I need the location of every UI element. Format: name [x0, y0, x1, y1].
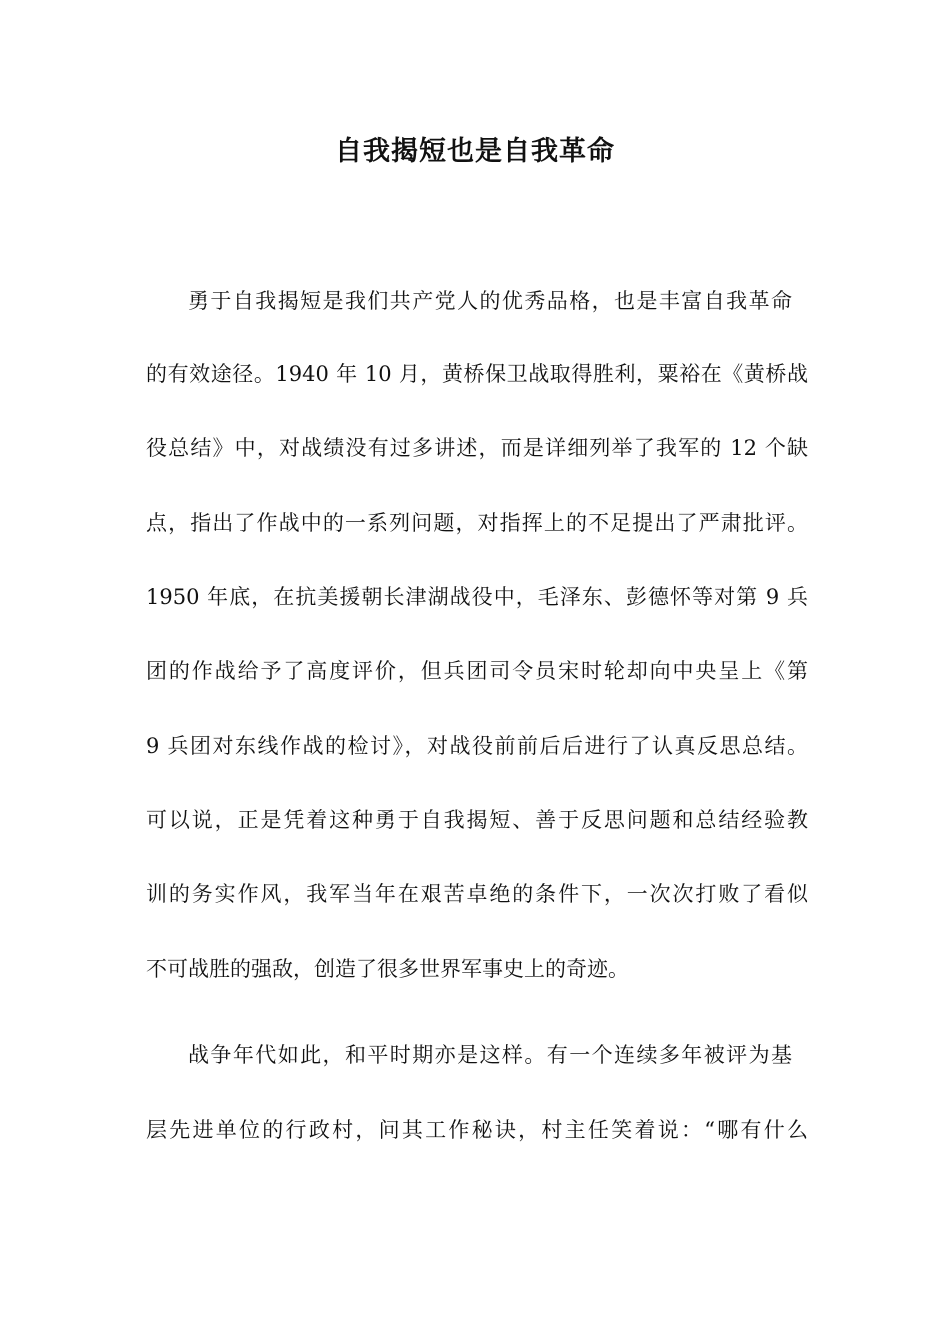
paragraph-1-line-7: 9 兵团对东线作战的检讨》，对战役前前后后进行了认真反思总结。 [146, 734, 808, 758]
paragraph-1-line-5: 1950 年底，在抗美援朝长津湖战役中，毛泽东、彭德怀等对第 9 兵 [146, 585, 808, 609]
paragraph-1-line-8: 可以说，正是凭着这种勇于自我揭短、善于反思问题和总结经验教 [146, 808, 808, 832]
paragraph-1-line-2: 的有效途径。1940 年 10 月，黄桥保卫战取得胜利，粟裕在《黄桥战 [146, 362, 808, 386]
paragraph-1-line-9: 训的务实作风，我军当年在艰苦卓绝的条件下，一次次打败了看似 [146, 882, 808, 906]
paragraph-1-line-4: 点，指出了作战中的一系列问题，对指挥上的不足提出了严肃批评。 [146, 511, 808, 535]
paragraph-2-line-2: 层先进单位的行政村，问其工作秘诀，村主任笑着说：“哪有什么 [146, 1118, 808, 1142]
paragraph-1-line-10: 不可战胜的强敌，创造了很多世界军事史上的奇迹。 [146, 957, 629, 981]
paragraph-1-line-6: 团的作战给予了高度评价，但兵团司令员宋时轮却向中央呈上《第 [146, 659, 808, 683]
paragraph-1-line-1: 勇于自我揭短是我们共产党人的优秀品格，也是丰富自我革命 [188, 289, 792, 313]
paragraph-1-line-3: 役总结》中，对战绩没有过多讲述，而是详细列举了我军的 12 个缺 [146, 436, 808, 460]
document-title: 自我揭短也是自我革命 [335, 136, 615, 167]
paragraph-2-line-1: 战争年代如此，和平时期亦是这样。有一个连续多年被评为基 [188, 1043, 792, 1067]
